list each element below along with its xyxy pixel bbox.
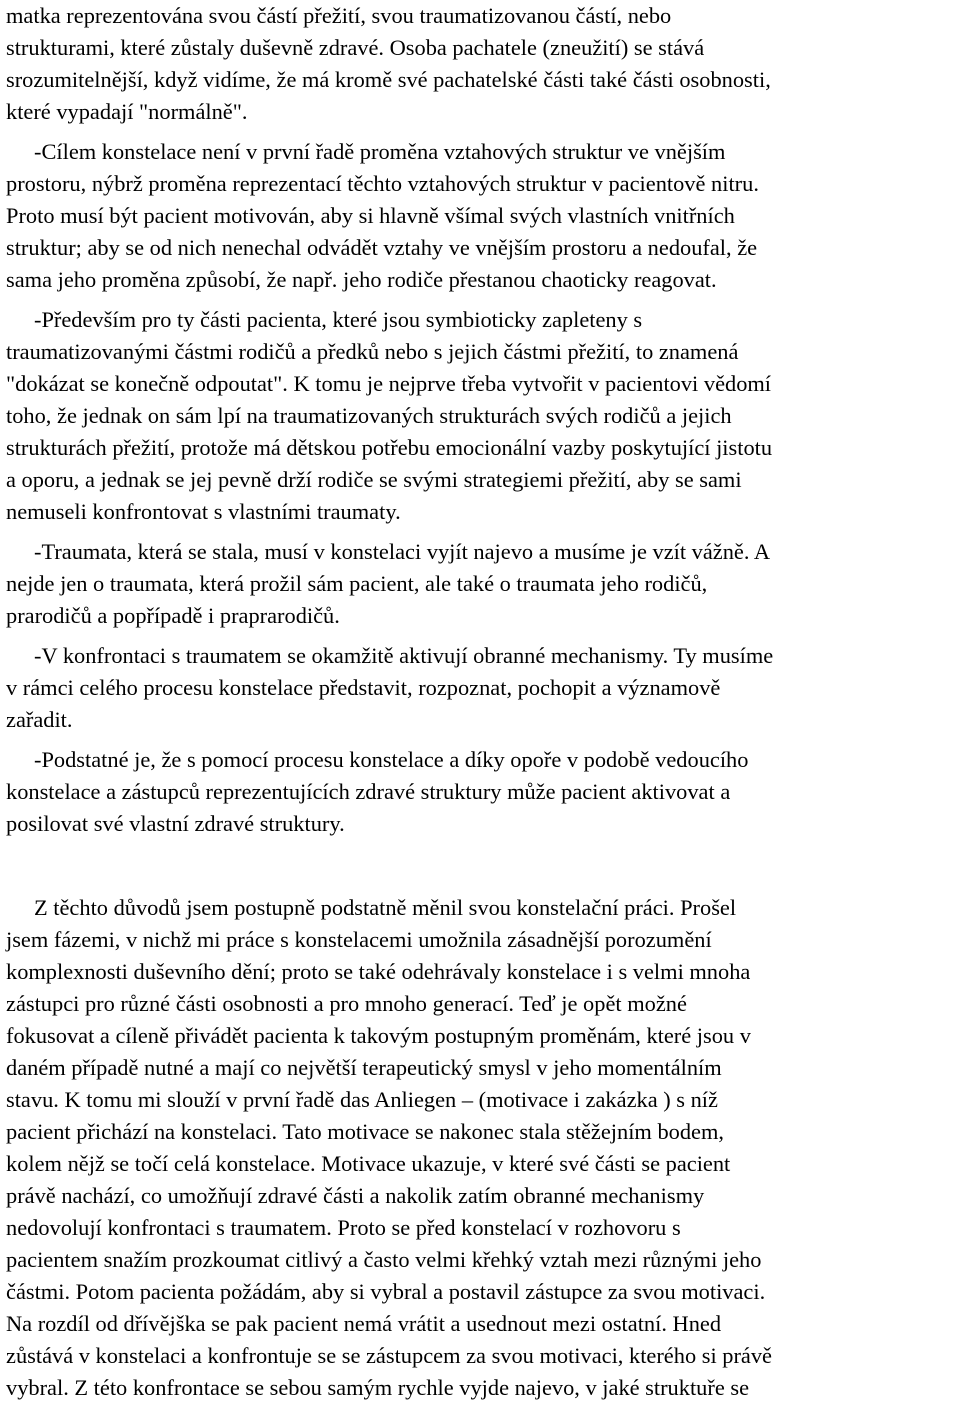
text-line: matka reprezentována svou částí přežití, svou traumatizovanou částí, nebo [6,3,672,28]
paragraph-gap [6,528,956,536]
text-line: jsem fázemi, v nichž mi práce s konstelacemi umožnila zásadnější porozumění [6,927,712,952]
text-line: -Cílem konstelace není v první řadě proměna vztahových struktur ve vnějším [34,139,726,164]
text-line: nejde jen o traumata, která prožil sám pacient, ale také o traumata jeho rodičů, [6,571,708,596]
text-line: "dokázat se konečně odpoutat". K tomu je nejprve třeba vytvořit v pacientovi vědomí [6,371,772,396]
paragraph-7 [6,892,956,1404]
text-line: Z těchto důvodů jsem postupně podstatně měnil svou konstelační práci. Prošel [34,895,737,920]
text-line: posilovat své vlastní zdravé struktury. [6,811,345,836]
text-line: nedovolují konfrontaci s traumatem. Proto se před konstelací v rozhovoru s [6,1215,681,1240]
text-line: strukturami, které zůstaly duševně zdravé. Osoba pachatele (zneužití) se stává [6,35,705,60]
document-page [6,0,956,1404]
text-line: stavu. K tomu mi slouží v první řadě das Anliegen – (motivace i zakázka ) s níž [6,1087,718,1112]
text-line: částmi. Potom pacienta požádám, aby si vybral a postavil zástupce za svou motivaci. [6,1279,766,1304]
text-line: traumatizovanými částmi rodičů a předků nebo s jejich částmi přežití, to znamená [6,339,739,364]
text-line: -V konfrontaci s traumatem se okamžitě aktivují obranné mechanismy. Ty musíme [34,643,774,668]
text-line: zástupci pro různé části osobnosti a pro mnoho generací. Teď je opět možné [6,991,687,1016]
text-line: strukturách přežití, protože má dětskou potřebu emocionální vazby poskytující jistotu [6,435,773,460]
text-line: komplexnosti duševního dění; proto se také odehrávaly konstelace i s velmi mnoha [6,959,751,984]
text-line: -Podstatné je, že s pomocí procesu konstelace a díky opoře v podobě vedoucího [34,747,749,772]
text-line: zařadit. [6,707,73,732]
paragraph-gap [6,128,956,136]
text-line: vybral. Z této konfrontace se sebou samým rychle vyjde najevo, v jaké struktuře se [6,1375,750,1400]
text-line: pacientem snažím prozkoumat citlivý a často velmi křehký vztah mezi různými jeho [6,1247,762,1272]
text-line: struktur; aby se od nich nenechal odvádět vztahy ve vnějším prostoru a nedoufal, že [6,235,758,260]
text-line: Na rozdíl od dřívějška se pak pacient nemá vrátit a usednout mezi ostatní. Hned [6,1311,722,1336]
text-line: -Především pro ty části pacienta, které jsou symbioticky zapleteny s [34,307,643,332]
paragraph-gap [6,632,956,640]
text-line: prarodičů a popřípadě i praprarodičů. [6,603,340,628]
paragraph-1 [6,0,956,128]
text-line: fokusovat a cíleně přivádět pacienta k takovým postupným proměnám, které jsou v [6,1023,751,1048]
paragraph-2 [6,136,956,296]
text-line: daném případě nutné a mají co největší terapeutický smysl v jeho momentálním [6,1055,722,1080]
text-line: nemuseli konfrontovat s vlastními traumaty. [6,499,401,524]
paragraph-5 [6,640,956,736]
text-line: a oporu, a jednak se jej pevně drží rodiče se svými strategiemi přežití, aby se sami [6,467,742,492]
section-gap [6,840,956,892]
paragraph-4 [6,536,956,632]
text-line: srozumitelnější, když vidíme, že má kromě své pachatelské části také části osobnosti, [6,67,771,92]
text-line: právě nachází, co umožňují zdravé části a nakolik zatím obranné mechanismy [6,1183,705,1208]
text-line: kolem nějž se točí celá konstelace. Motivace ukazuje, v které své části se pacient [6,1151,731,1176]
text-line: které vypadají "normálně". [6,99,248,124]
text-line: zůstává v konstelaci a konfrontuje se se zástupcem za svou motivaci, kterého si právě [6,1343,772,1368]
paragraph-3 [6,304,956,528]
text-line: pacient přichází na konstelaci. Tato motivace se nakonec stala stěžejním bodem, [6,1119,724,1144]
text-line: -Traumata, která se stala, musí v konstelaci vyjít najevo a musíme je vzít vážně. A [34,539,771,564]
text-line: Proto musí být pacient motivován, aby si hlavně všímal svých vlastních vnitřních [6,203,735,228]
text-line: toho, že jednak on sám lpí na traumatizovaných strukturách svých rodičů a jejich [6,403,732,428]
paragraph-gap [6,296,956,304]
text-line: prostoru, nýbrž proměna reprezentací těchto vztahových struktur v pacientově nitru. [6,171,759,196]
text-line: sama jeho proměna způsobí, že např. jeho rodiče přestanou chaoticky reagovat. [6,267,717,292]
text-line: konstelace a zástupců reprezentujících zdravé struktury může pacient aktivovat a [6,779,731,804]
paragraph-gap [6,736,956,744]
text-line: v rámci celého procesu konstelace představit, rozpoznat, pochopit a významově [6,675,721,700]
paragraph-6 [6,744,956,840]
